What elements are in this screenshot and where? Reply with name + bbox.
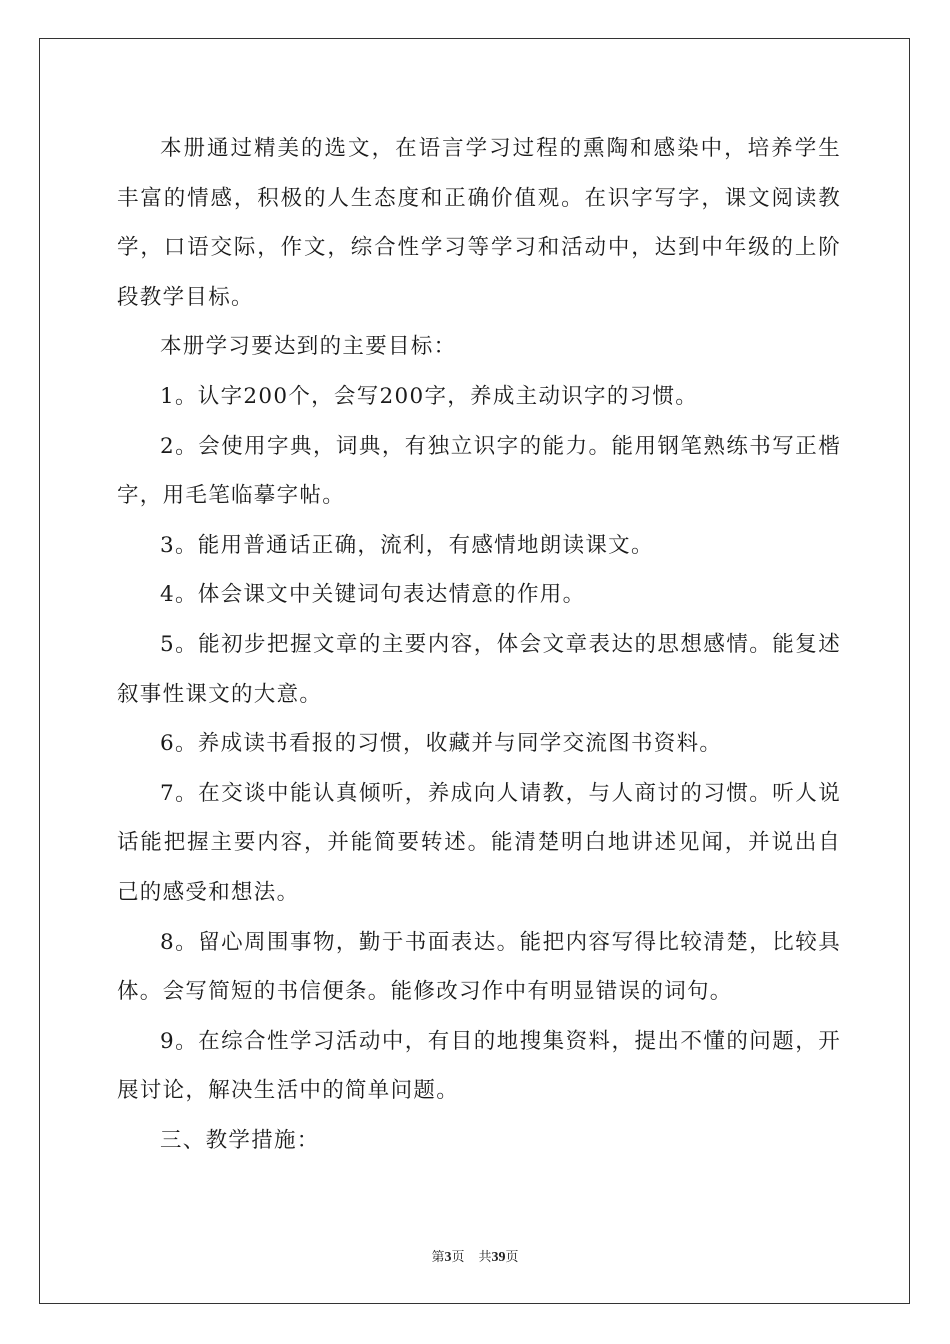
footer-total-prefix: 共 bbox=[478, 1250, 492, 1265]
paragraph-goal-2: 2。会使用字典，词典，有独立识字的能力。能用钢笔熟练书写正楷字，用毛笔临摹字帖。 bbox=[117, 433, 841, 509]
current-page-number: 3 bbox=[444, 1250, 452, 1265]
paragraph-goal-4: 4。体会课文中关键词句表达情意的作用。 bbox=[160, 582, 586, 608]
paragraph-intro: 本册通过精美的选文，在语言学习过程的熏陶和感染中，培养学生丰富的情感，积极的人生态度和正确价值观。在识字写字，课文阅读教学，口语交际，作文，综合性学习等学习和活动中，达到中年级的上阶段教学目标。 bbox=[117, 136, 841, 310]
total-page-count: 39 bbox=[491, 1250, 506, 1265]
footer-page-suffix: 页 bbox=[451, 1250, 465, 1265]
paragraph-goal-5: 5。能初步把握文章的主要内容，体会文章表达的思想感情。能复述叙事性课文的大意。 bbox=[117, 631, 841, 707]
document-body bbox=[117, 124, 841, 1165]
paragraph-goal-7: 7。在交谈中能认真倾听，养成向人请教，与人商讨的习惯。听人说话能把握主要内容，并能简要转述。能清楚明白地讲述见闻，并说出自己的感受和想法。 bbox=[117, 780, 841, 905]
paragraph-goal-3: 3。能用普通话正确，流利，有感情地朗读课文。 bbox=[160, 532, 654, 558]
footer-total-suffix: 页 bbox=[505, 1250, 519, 1265]
section-heading-teaching-measures: 三、教学措施： bbox=[160, 1127, 320, 1153]
paragraph-goals-heading: 本册学习要达到的主要目标： bbox=[160, 334, 457, 360]
paragraph-goal-9: 9。在综合性学习活动中，有目的地搜集资料，提出不懂的问题，开展讨论，解决生活中的简单问题。 bbox=[117, 1028, 841, 1104]
page-footer bbox=[0, 1246, 950, 1266]
paragraph-goal-6: 6。养成读书看报的习惯，收藏并与同学交流图书资料。 bbox=[160, 731, 723, 757]
paragraph-goal-8: 8。留心周围事物，勤于书面表达。能把内容写得比较清楚，比较具体。会写简短的书信便条。能修改习作中有明显错误的词句。 bbox=[117, 929, 841, 1005]
paragraph-goal-1: 1。认字200个，会写200字，养成主动识字的习惯。 bbox=[160, 383, 699, 409]
footer-prefix: 第 bbox=[431, 1250, 445, 1265]
